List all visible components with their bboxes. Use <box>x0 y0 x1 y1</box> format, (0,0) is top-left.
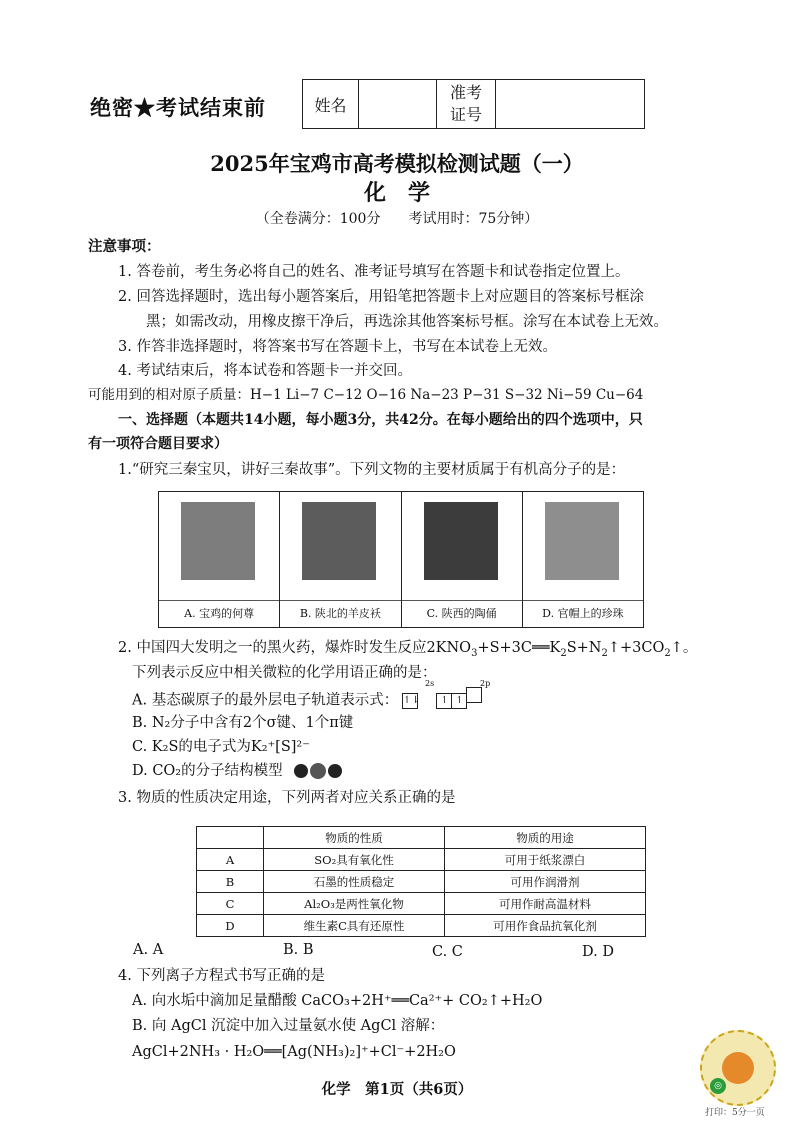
q2-option-b: B. N₂分子中含有2个σ键、1个π键 <box>132 715 354 731</box>
q3-answer-c: C. C <box>432 944 463 960</box>
page-footer: 化学 第1页（共6页） <box>321 1081 473 1098</box>
notice-item-1: 1. 答卷前，考生务必将自己的姓名、准考证号填写在答题卡和试卷指定位置上。 <box>118 264 630 280</box>
printer-icon <box>722 1052 754 1084</box>
co2-model-icon <box>287 762 349 780</box>
q1-option-a-caption: A. 宝鸡的何尊 <box>159 600 279 627</box>
q3-stem: 3. 物质的性质决定用途，下列两者对应关系正确的是 <box>118 790 456 806</box>
subject-title: 化学 <box>363 180 452 206</box>
exam-id-label <box>437 80 496 129</box>
sheepskin-coat-image <box>302 502 376 580</box>
notice-item-4: 4. 考试结束后，将本试卷和答题卡一并交回。 <box>118 363 412 379</box>
table-header-cell: 物质的用途 <box>445 827 646 849</box>
name-field <box>359 80 437 129</box>
table-cell: A <box>197 849 264 871</box>
q4-option-b-equation: AgCl+2NH₃ · H₂O══[Ag(NH₃)₂]⁺+Cl⁻+2H₂O <box>132 1044 456 1060</box>
q2-stem-prefix: 2. 中国四大发明之一的黑火药，爆炸时发生反应2KNO <box>118 640 472 656</box>
q2-stem: 2. 中国四大发明之一的黑火药，爆炸时发生反应$2KNO_3+S+3C══K_2S+N_2↑+3CO_2↑$。 <box>118 640 698 659</box>
table-cell: SO₂具有氧化性 <box>264 849 445 871</box>
q1-option-b <box>280 492 401 628</box>
exam-meta: （全卷满分：100分 考试用时：75分钟） <box>255 211 539 227</box>
q3-property-table <box>196 826 646 937</box>
exam-title: 2025年宝鸡市高考模拟检测试题（一） <box>210 151 584 176</box>
table-header-row <box>197 827 646 849</box>
q3-answer-a: A. A <box>133 942 164 958</box>
logo-badge-icon: ◎ <box>710 1078 726 1094</box>
table-cell: 石墨的性质稳定 <box>264 871 445 893</box>
notice-item-2: 2. 回答选择题时，选出每小题答案后，用铅笔把答题卡上对应题目的答案标号框涂 <box>118 289 644 305</box>
table-cell: 可用于纸浆漂白 <box>445 849 646 871</box>
atomic-masses: 可能用到的相对原子质量：H−1 Li−7 C−12 O−16 Na−23 P−31 S−32 Ni−59 Cu−64 <box>88 387 644 403</box>
q2-stem-suffix: 。 <box>682 640 698 656</box>
candidate-info-table <box>302 79 645 129</box>
notice-item-2-cont: 黑；如需改动，用橡皮擦干净后，再选涂其他答案标号框。涂写在本试卷上无效。 <box>146 314 668 330</box>
table-cell: B <box>197 871 264 893</box>
q2-option-c: C. K₂S的电子式为K₂⁺[S]²⁻ <box>132 739 310 755</box>
exam-id-label-line1: 准考 <box>449 83 482 102</box>
qr-code-icon[interactable] <box>700 1030 776 1106</box>
q1-option-c <box>401 492 522 628</box>
notice-heading: 注意事项： <box>88 238 161 255</box>
q2-option-a-text: A. 基态碳原子的最外层电子轨道表示式： <box>132 692 399 709</box>
q2-option-d <box>132 761 349 782</box>
q4-stem: 4. 下列离子方程式书写正确的是 <box>118 968 325 984</box>
q4-option-b: B. 向 AgCl 沉淀中加入过量氨水使 AgCl 溶解： <box>132 1018 445 1034</box>
pearl-hat-image <box>545 502 619 580</box>
orbital-diagram <box>403 687 483 710</box>
orbital-2s-box: ↿⇂ <box>402 693 418 709</box>
name-label: 姓名 <box>303 80 359 129</box>
orbital-2p-box-2: ↿ <box>451 693 467 709</box>
orbital-2p-label: 2p <box>480 679 491 688</box>
notice-item-3: 3. 作答非选择题时，将答案书写在答题卡上，书写在本试卷上无效。 <box>118 339 557 355</box>
q1-stem: 1.“研究三秦宝贝，讲好三秦故事”。下列文物的主要材质属于有机高分子的是： <box>118 462 626 478</box>
q1-option-a <box>159 492 280 628</box>
table-row <box>197 915 646 937</box>
table-row <box>197 871 646 893</box>
table-cell: 可用作食品抗氧化剂 <box>445 915 646 937</box>
terracotta-warrior-image <box>424 502 498 580</box>
q1-option-b-caption: B. 陕北的羊皮袄 <box>280 600 400 627</box>
orbital-2p-box-3 <box>466 687 482 703</box>
orbital-2s-label: 2s <box>425 679 435 688</box>
table-row <box>197 893 646 915</box>
table-cell: Al₂O₃是两性氧化物 <box>264 893 445 915</box>
table-cell: 可用作润滑剂 <box>445 871 646 893</box>
q4-option-a: A. 向水垢中滴加足量醋酸 CaCO₃+2H⁺══Ca²⁺+ CO₂↑+H₂O <box>132 993 543 1009</box>
table-cell: C <box>197 893 264 915</box>
exam-id-field <box>496 80 645 129</box>
q2-option-d-text: D. CO₂的分子结构模型 <box>132 763 283 779</box>
section1-heading-cont: 有一项符合题目要求） <box>88 436 228 452</box>
print-note: 打印：5分一页 <box>705 1108 765 1118</box>
table-cell: D <box>197 915 264 937</box>
exam-id-label-line2: 证号 <box>449 105 482 124</box>
table-cell: 可用作耐高温材料 <box>445 893 646 915</box>
q1-artifact-table <box>158 491 644 628</box>
q1-option-d <box>522 492 643 628</box>
q1-option-d-caption: D. 官帽上的珍珠 <box>523 600 643 627</box>
table-cell: 维生素C具有还原性 <box>264 915 445 937</box>
table-header-cell <box>197 827 264 849</box>
orbital-2p-box-1: ↿ <box>436 693 452 709</box>
bronze-vessel-image <box>181 502 255 580</box>
q1-option-c-caption: C. 陕西的陶俑 <box>402 600 522 627</box>
q2-line2: 下列表示反应中相关微粒的化学用语正确的是： <box>132 665 437 681</box>
confidential-label: 绝密★考试结束前 <box>90 95 266 120</box>
q3-answer-b: B. B <box>283 942 314 958</box>
section1-heading: 一、选择题（本题共14小题，每小题3分，共42分。在每小题给出的四个选项中，只 <box>118 412 643 428</box>
table-header-cell: 物质的性质 <box>264 827 445 849</box>
q3-answer-d: D. D <box>582 944 614 960</box>
table-row <box>197 849 646 871</box>
q2-option-a <box>132 689 482 712</box>
